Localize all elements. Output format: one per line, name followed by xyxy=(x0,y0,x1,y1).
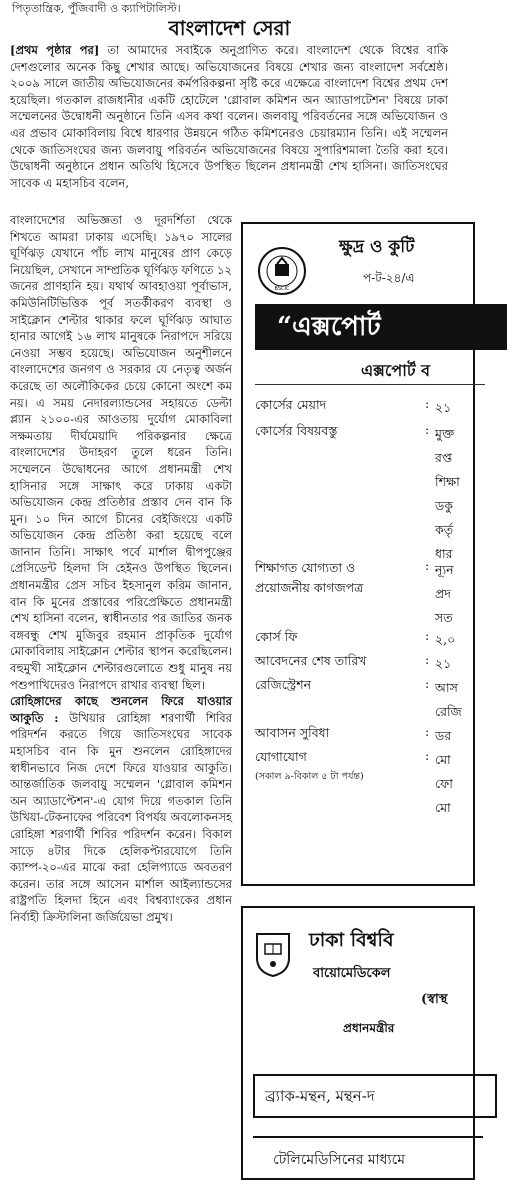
row-value: ন্যূন প্রদ সত xyxy=(435,562,454,625)
university-crest-icon xyxy=(253,930,293,978)
ad-bar: ব্র্যাক-মন্থন, মন্থন-দ xyxy=(253,1074,497,1118)
ad-line-2: (স্বাস্থ xyxy=(421,992,448,1007)
headline: বাংলাদেশ সেরা xyxy=(168,16,291,40)
logo-text: BSCIC xyxy=(274,286,290,292)
row-colon: : xyxy=(425,558,430,573)
ad-org-name: ক্ষুদ্র ও কুটি xyxy=(339,237,415,257)
row-value: ডর xyxy=(435,728,452,743)
ad-line-3: প্রধানমন্ত্রীর xyxy=(343,1021,395,1035)
row-value: আস রেজি xyxy=(435,680,462,719)
row-value: ২১ xyxy=(435,656,452,671)
row-label: শিক্ষাগত যোগ্যতা ও প্রয়োজনীয় কাগজপত্র xyxy=(255,560,364,595)
ad-subtitle: এক্সপোর্ট ব xyxy=(361,361,431,380)
article-paragraph-1: বাংলাদেশের অভিজ্ঞতা ও দূরদর্শিতা থেকে শিখতে আমরা ঢাকায় এসেছি। ১৯৭০ সালের ঘূর্ণিঝড় যেখানে পাঁচ লাখ মানুষের প্রাণ কেড়ে নিয়েছিল, সেখানে সাম্প্রতিক ঘূর্ণিঝড় ফণিতে ১২ জনের প্রাণহানি হয়। যথার্থ আবহাওয়া পূর্বাভাস, কমিউনিটিভিত্তিক পূর্ব সতর্কীকরণ ব্যবস্থা ও সাইক্লোন শেল্টার থাকার ফলে ঘূর্ণিঝড় আঘাত হানার আগেই ১৬ লাখ মানুষকে নিরাপদে সরিয়ে নেওয়া সম্ভব হয়েছে। অভিযোজন অনুশীলনে বাংলাদেশের জনগণ ও সরকার যে নেতৃত্ব অর্জন করেছে তা অলৌকিকের চেয়ে কোনো অংশে কম নয়। এ সময় নেদারল্যান্ডসের সহায়তে ডেল্টা প্ল্যান ২১০০-এর আওতায় দুর্যোগ মোকাবিলা সক্ষমতায় দীর্ঘমেয়াদি পরিকল্পনার ক্ষেত্রে বাংলাদেশের উদাহরণ তুলে ধরেন তিনি। সম্মেলনে উদ্বোধনের আগে প্রধানমন্ত্রী শেখ হাসিনার সঙ্গে সাক্ষাৎ করে ঢাকায় একটা অভিযোজন কেন্দ্র প্রতিষ্ঠার প্রস্তাব দেন বান কি মুন। ১০ দিন আগে চীনের বেইজিংয়ে একটি অভিযোজন কেন্দ্র প্রতিষ্ঠা করা হয়েছে বলে জানান তিনি। সাক্ষাৎ পর্বে মার্শাল দ্বীপপুঞ্জের প্রেসিডেন্ট হিলদা সি হেইনও উপস্থিত ছিলেন। প্রধানমন্ত্রীর প্রেস সচিব ইহসানুল করিম জানান, বান কি মুনের প্রস্তাবের পরিপ্রেক্ষিতে প্রধানমন্ত্রী শেখ হাসিনা বলেন, স্বাধীনতার পর জাতির জনক বঙ্গবন্ধু শেখ মুজিবুর রহমান প্রাকৃতিক দুর্যোগ মোকাবিলায় সাইক্লোন শেল্টার স্থাপন করেছিলেন। বহুমুখী সাইক্লোন শেল্টারগুলোতে শুধু মানুষ নয় পশুপাখিদেরও নিরাপদে রাখার ব্যবস্থা ছিল। xyxy=(10,213,232,692)
row-value: ২,০ xyxy=(435,632,456,647)
row-value: ২১ xyxy=(435,400,452,415)
row-colon: : xyxy=(425,748,430,763)
contact-hours: (সকাল ৯-বিকাল ৫ টা পর্যন্ত) xyxy=(255,771,364,782)
university-advertisement xyxy=(241,906,475,1180)
ad-org-name: ঢাকা বিশ্ববি xyxy=(309,929,394,951)
row-value: মুক্ত রপ্ত শিক্ষা ডকু কর্তৃ ধার xyxy=(435,426,460,561)
article-subhead: রোহিঙ্গাদের কাছে শুনলেন ফিরে যাওয়ার আকুতি : xyxy=(10,694,232,725)
row-label: আবাসন সুবিধা xyxy=(255,725,330,740)
row-colon: : xyxy=(425,676,430,691)
top-continuation-line: পিতৃতান্ত্রিক, পুঁজিবাদী ও ক্যাপিটালিস্ট। xyxy=(12,2,181,15)
article-lead xyxy=(10,42,448,191)
ad-line-4: টেলিমেডিসিনের মাধ্যমে xyxy=(273,1152,405,1168)
course-advertisement xyxy=(241,222,475,886)
ad-line-1: বায়োমেডিকেল xyxy=(313,966,391,981)
row-label: যোগাযোগ xyxy=(255,749,307,764)
article-paragraph-2-text: উখিয়ার রোহিঙ্গা শরণার্থী শিবির পরিদর্শন করতে গিয়ে জাতিসংঘের সাবেক মহাসচিব বান কি মুন শুনলেন রোহিঙ্গাদের স্বাধীনভাবে নিজ দেশে ফিরে যাওয়ার আকুতি। আন্তর্জাতিক জলবায়ু সম্মেলন 'গ্লোবাল কমিশন অন অ্যাডাপ্টেশন'-এ যোগ দিয়ে গতকাল তিনি উখিয়া-টেকনাফের পরিবেশ বিপর্যয় অবলোকনসহ রোহিঙ্গা শরণার্থী শিবির পরিদর্শন করেন। বিকাল সাড়ে ৪টার দিকে হেলিকপ্টারযোগে তিনি ক্যাম্প-২০-এর মাঝে করা হেলিপ্যাডে অবতরণ করেন। তার সঙ্গে আসেন মার্শাল আইল্যান্ডসের রাষ্ট্রপতি হিলদা হিনে এবং বিশ্বব্যাংকের প্রধান নির্বাহী ক্রিস্টালিনা জর্জিয়েভা প্রমুখ। xyxy=(10,710,232,924)
bscic-logo-icon xyxy=(257,246,307,296)
divider xyxy=(255,384,485,385)
row-label: কোর্সের মেয়াদ xyxy=(255,397,327,412)
row-colon: : xyxy=(425,422,430,437)
row-value: মো ফো মো xyxy=(435,752,453,815)
row-label: রেজিস্ট্রেশন xyxy=(255,677,312,692)
lead-text: তা আমাদের সবাইকে অনুপ্রাণিত করে। বাংলাদেশ থেকে বিশ্বের বাকি দেশগুলোর অনেক কিছু শেখার আছে। অভিযোজনের বিষয়ে শেখার জন্য বাংলাদেশ সর্বশ্রেষ্ঠ। ২০০৯ সালে জাতীয় অভিযোজনের কর্মপরিকল্পনা সৃষ্টি করে এক্ষেত্রে বাংলাদেশ বিশ্বের প্রথম দেশ হয়েছিল। গতকাল রাজধানীর একটি হোটেলে 'গ্লোবাল কমিশন অন অ্যাডাপটেশন' বিষয়ে ঢাকা সম্মেলনের উদ্বোধনী অনুষ্ঠানে তিনি এসব কথা বলেন। জলবায়ু পরিবর্তনের সঙ্গে অভিযোজন ও এর প্রভাব মোকাবিলায় বিশ্বে ধারণার উন্নয়নে গঠিত কমিশনেরও চেয়ারম্যান তিনি। এই সম্মেলন থেকে জাতিসংঘের জন্য জলবায়ু পরিবর্তন অভিযোজনের বিষয়ে সুপারিশমালা তৈরি করা হবে। উদ্বোধনী অনুষ্ঠানে প্রধান অতিথি হিসেবে উপস্থিত ছিলেন প্রধানমন্ত্রী শেখ হাসিনা। জাতিসংঘের সাবেক এ মহাসচিব বলেন, xyxy=(10,43,449,190)
row-colon: : xyxy=(425,724,430,739)
ad-banner: “এক্সপোর্ট xyxy=(255,304,507,350)
row-colon: : xyxy=(425,396,430,411)
row-colon: : xyxy=(425,652,430,667)
ad-reference: প-ট-২৪/এ xyxy=(363,271,415,285)
row-label: কোর্সের বিষয়বস্তু xyxy=(255,423,338,438)
article-paragraph-2 xyxy=(10,693,232,925)
article-column xyxy=(10,212,232,926)
row-colon: : xyxy=(425,628,430,643)
lead-tag: [প্রথম পৃষ্ঠার পর] xyxy=(10,43,100,57)
row-label: কোর্স ফি xyxy=(255,629,298,644)
divider xyxy=(253,1136,483,1138)
row-label: আবেদনের শেষ তারিখ xyxy=(255,653,367,668)
